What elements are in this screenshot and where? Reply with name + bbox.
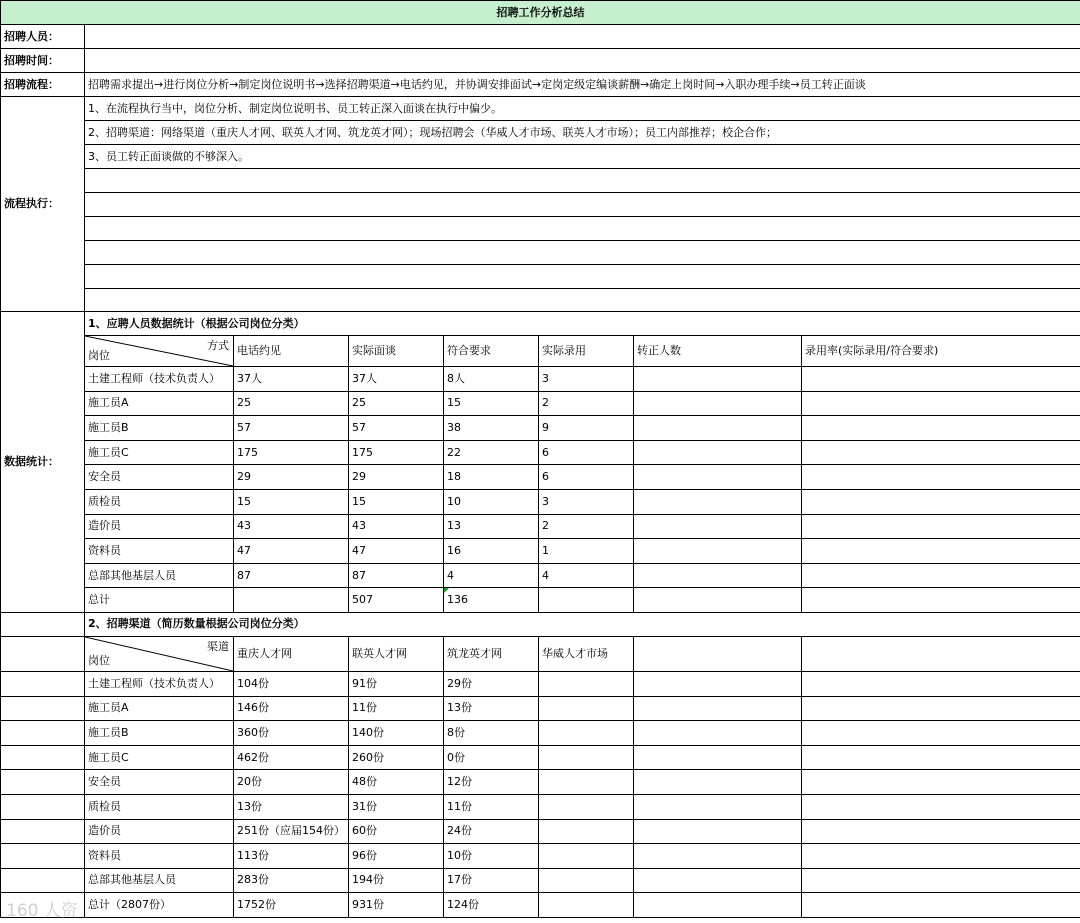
data-cell[interactable]	[634, 539, 802, 564]
data-cell[interactable]: 9	[539, 416, 634, 441]
data-cell[interactable]	[634, 416, 802, 441]
data-cell[interactable]	[802, 696, 1080, 721]
stats-label-spacer	[1, 636, 85, 671]
data-cell[interactable]: 43	[234, 514, 349, 539]
data-cell[interactable]: 18	[444, 465, 539, 490]
row-position-cell[interactable]: 总计	[85, 588, 234, 613]
row-position-cell[interactable]: 资料员	[85, 844, 234, 869]
data-cell[interactable]: 10	[444, 489, 539, 514]
table-row	[1, 367, 1080, 392]
stats-label: 数据统计：	[1, 312, 85, 613]
corner-top-label: 方式	[207, 339, 229, 352]
data-cell[interactable]: 57	[234, 416, 349, 441]
corner-top-label: 渠道	[207, 639, 229, 653]
data-cell[interactable]: 124份	[444, 893, 539, 918]
data-cell[interactable]: 38	[444, 416, 539, 441]
column-header: 符合要求	[444, 336, 539, 367]
data-cell[interactable]: 10份	[444, 844, 539, 869]
stats-label-spacer	[1, 721, 85, 746]
data-cell[interactable]	[802, 794, 1080, 819]
data-cell[interactable]	[802, 465, 1080, 490]
data-cell[interactable]: 87	[234, 563, 349, 588]
data-cell[interactable]: 57	[349, 416, 444, 441]
data-cell[interactable]: 104份	[234, 671, 349, 696]
data-cell[interactable]	[634, 868, 802, 893]
data-cell[interactable]: 931份	[349, 893, 444, 918]
data-cell[interactable]: 3	[539, 367, 634, 392]
table-row	[1, 868, 1080, 893]
data-cell[interactable]	[802, 893, 1080, 918]
data-cell[interactable]	[802, 514, 1080, 539]
stats-label-spacer	[1, 844, 85, 869]
data-cell[interactable]: 29	[349, 465, 444, 490]
data-cell[interactable]: 37人	[349, 367, 444, 392]
column-header: 实际面谈	[349, 336, 444, 367]
data-cell[interactable]	[634, 563, 802, 588]
corner-bottom-label: 岗位	[88, 653, 110, 667]
data-cell[interactable]: 11份	[349, 696, 444, 721]
data-cell[interactable]	[802, 819, 1080, 844]
column-header: 联英人才网	[349, 636, 444, 671]
data-cell[interactable]: 13份	[234, 794, 349, 819]
data-cell[interactable]	[634, 745, 802, 770]
data-cell[interactable]: 4	[444, 563, 539, 588]
data-cell[interactable]: 91份	[349, 671, 444, 696]
section1-title: 1、应聘人员数据统计（根据公司岗位分类）	[85, 312, 1080, 336]
data-cell[interactable]	[802, 416, 1080, 441]
data-cell[interactable]	[634, 893, 802, 918]
data-cell[interactable]: 462份	[234, 745, 349, 770]
data-cell[interactable]	[539, 819, 634, 844]
data-cell[interactable]: 96份	[349, 844, 444, 869]
data-cell[interactable]	[634, 721, 802, 746]
stats-label-spacer	[1, 868, 85, 893]
recruiter-value[interactable]	[85, 25, 1080, 49]
data-cell[interactable]	[802, 391, 1080, 416]
table-row	[1, 588, 1080, 613]
table-row	[1, 563, 1080, 588]
data-cell[interactable]: 43	[349, 514, 444, 539]
data-cell[interactable]: 25	[234, 391, 349, 416]
section2-corner-header	[85, 636, 234, 671]
stats-label-spacer	[1, 745, 85, 770]
row-position-cell[interactable]: 安全员	[85, 465, 234, 490]
data-cell[interactable]: 16	[444, 539, 539, 564]
data-cell[interactable]: 11份	[444, 794, 539, 819]
column-header: 实际录用	[539, 336, 634, 367]
table-row	[1, 391, 1080, 416]
data-cell[interactable]: 2	[539, 514, 634, 539]
execution-line[interactable]	[85, 193, 1080, 217]
row-position-cell[interactable]: 总计（2807份）	[85, 893, 234, 918]
data-cell[interactable]	[539, 696, 634, 721]
table-row	[1, 671, 1080, 696]
data-cell[interactable]: 0份	[444, 745, 539, 770]
data-cell[interactable]: 29	[234, 465, 349, 490]
data-cell[interactable]: 3	[539, 489, 634, 514]
execution-line[interactable]	[85, 169, 1080, 193]
row-position-cell[interactable]: 施工员A	[85, 696, 234, 721]
data-cell[interactable]: 8份	[444, 721, 539, 746]
data-cell[interactable]	[634, 367, 802, 392]
data-cell[interactable]	[802, 440, 1080, 465]
data-cell[interactable]	[539, 770, 634, 795]
data-cell[interactable]: 4	[539, 563, 634, 588]
table-row	[1, 770, 1080, 795]
watermark-text: 160 人资	[6, 901, 78, 921]
data-cell[interactable]	[802, 671, 1080, 696]
data-cell[interactable]	[634, 770, 802, 795]
data-cell[interactable]: 6	[539, 440, 634, 465]
stats-label-spacer	[1, 696, 85, 721]
data-cell[interactable]: 22	[444, 440, 539, 465]
data-cell[interactable]	[802, 563, 1080, 588]
data-cell[interactable]: 60份	[349, 819, 444, 844]
stats-label-spacer	[1, 794, 85, 819]
data-cell[interactable]: 251份（应届154份）	[234, 819, 349, 844]
data-cell[interactable]: 37人	[234, 367, 349, 392]
column-header: 华威人才市场	[539, 636, 634, 671]
data-cell[interactable]	[802, 770, 1080, 795]
data-cell[interactable]	[634, 844, 802, 869]
row-position-cell[interactable]: 总部其他基层人员	[85, 563, 234, 588]
row-position-cell[interactable]: 施工员B	[85, 721, 234, 746]
stats-label-spacer	[1, 671, 85, 696]
column-header: 转正人数	[634, 336, 802, 367]
execution-line[interactable]	[85, 289, 1080, 312]
table-row	[1, 416, 1080, 441]
section1-corner-header	[85, 336, 234, 367]
data-cell[interactable]	[634, 696, 802, 721]
process-value[interactable]: 招聘需求提出→进行岗位分析→制定岗位说明书→选择招聘渠道→电话约见，并协调安排面试→定岗定级定编谈薪酬→确定上岗时间→入职办理手续→员工转正面谈	[85, 73, 1080, 97]
stats-label-spacer	[1, 770, 85, 795]
data-cell[interactable]: 140份	[349, 721, 444, 746]
data-cell[interactable]	[539, 745, 634, 770]
data-cell[interactable]	[634, 465, 802, 490]
data-cell[interactable]	[802, 539, 1080, 564]
data-cell[interactable]: 146份	[234, 696, 349, 721]
data-cell[interactable]: 6	[539, 465, 634, 490]
data-cell[interactable]	[634, 489, 802, 514]
data-cell[interactable]: 17份	[444, 868, 539, 893]
data-cell[interactable]	[539, 893, 634, 918]
data-cell[interactable]: 360份	[234, 721, 349, 746]
row-position-cell[interactable]: 施工员C	[85, 440, 234, 465]
data-cell[interactable]	[634, 391, 802, 416]
table-row	[1, 465, 1080, 490]
data-cell[interactable]: 175	[234, 440, 349, 465]
table-row	[1, 489, 1080, 514]
row-position-cell[interactable]: 土建工程师（技术负责人）	[85, 671, 234, 696]
data-cell[interactable]	[634, 514, 802, 539]
data-cell[interactable]: 113份	[234, 844, 349, 869]
data-cell[interactable]: 507	[349, 588, 444, 613]
table-row	[1, 745, 1080, 770]
data-cell[interactable]: 2	[539, 391, 634, 416]
table-row	[1, 514, 1080, 539]
table-row	[1, 539, 1080, 564]
data-cell[interactable]: 136	[444, 588, 539, 613]
data-cell[interactable]: 25	[349, 391, 444, 416]
data-cell[interactable]	[634, 794, 802, 819]
data-cell[interactable]	[539, 721, 634, 746]
data-cell[interactable]	[802, 844, 1080, 869]
column-header: 电话约见	[234, 336, 349, 367]
execution-line[interactable]: 1、在流程执行当中，岗位分析、制定岗位说明书、员工转正深入面谈在执行中偏少。	[85, 97, 1080, 121]
data-cell[interactable]: 260份	[349, 745, 444, 770]
data-cell[interactable]	[539, 671, 634, 696]
stats-label-spacer	[1, 612, 85, 636]
row-position-cell[interactable]: 资料员	[85, 539, 234, 564]
data-cell[interactable]: 87	[349, 563, 444, 588]
data-cell[interactable]: 175	[349, 440, 444, 465]
column-header: 重庆人才网	[234, 636, 349, 671]
data-cell[interactable]: 1	[539, 539, 634, 564]
data-cell[interactable]	[634, 819, 802, 844]
data-cell[interactable]	[802, 367, 1080, 392]
table-row	[1, 440, 1080, 465]
data-cell[interactable]	[539, 868, 634, 893]
execution-line[interactable]	[85, 265, 1080, 289]
data-cell[interactable]	[539, 588, 634, 613]
execution-line[interactable]: 3、员工转正面谈做的不够深入。	[85, 145, 1080, 169]
execution-line[interactable]	[85, 241, 1080, 265]
table-row	[1, 819, 1080, 844]
data-cell[interactable]: 194份	[349, 868, 444, 893]
data-cell[interactable]: 48份	[349, 770, 444, 795]
execution-line[interactable]: 2、招聘渠道：网络渠道（重庆人才网、联英人才网、筑龙英才网）；现场招聘会（华威人才市场、联英人才市场）；员工内部推荐；校企合作；	[85, 121, 1080, 145]
data-cell[interactable]	[802, 745, 1080, 770]
execution-line[interactable]	[85, 217, 1080, 241]
data-cell[interactable]: 13份	[444, 696, 539, 721]
column-header: 筑龙英才网	[444, 636, 539, 671]
process-label: 招聘流程：	[1, 73, 85, 97]
corner-bottom-label: 岗位	[88, 349, 110, 362]
section2-title: 2、招聘渠道（简历数量根据公司岗位分类）	[85, 612, 1080, 636]
data-cell[interactable]: 8人	[444, 367, 539, 392]
row-position-cell[interactable]: 总部其他基层人员	[85, 868, 234, 893]
data-cell[interactable]: 15	[349, 489, 444, 514]
recruiter-label: 招聘人员：	[1, 25, 85, 49]
data-cell[interactable]: 24份	[444, 819, 539, 844]
data-cell[interactable]: 15	[444, 391, 539, 416]
row-position-cell[interactable]: 造价员	[85, 514, 234, 539]
column-header: 录用率(实际录用/符合要求)	[802, 336, 1080, 367]
data-cell[interactable]	[802, 868, 1080, 893]
row-position-cell[interactable]: 质检员	[85, 794, 234, 819]
sheet-title: 招聘工作分析总结	[1, 1, 1080, 25]
data-cell[interactable]	[802, 489, 1080, 514]
data-cell[interactable]: 12份	[444, 770, 539, 795]
table-row	[1, 844, 1080, 869]
row-position-cell[interactable]: 造价员	[85, 819, 234, 844]
data-cell[interactable]	[634, 440, 802, 465]
data-cell[interactable]: 15	[234, 489, 349, 514]
data-cell[interactable]: 283份	[234, 868, 349, 893]
data-cell[interactable]: 29份	[444, 671, 539, 696]
row-position-cell[interactable]: 安全员	[85, 770, 234, 795]
table-row	[1, 893, 1080, 918]
row-position-cell[interactable]: 施工员C	[85, 745, 234, 770]
row-position-cell[interactable]: 施工员A	[85, 391, 234, 416]
time-value[interactable]	[85, 49, 1080, 73]
data-cell[interactable]: 31份	[349, 794, 444, 819]
row-position-cell[interactable]: 土建工程师（技术负责人）	[85, 367, 234, 392]
data-cell[interactable]	[634, 671, 802, 696]
table-row	[1, 696, 1080, 721]
data-cell[interactable]	[539, 794, 634, 819]
column-header	[634, 636, 802, 671]
data-cell[interactable]	[802, 588, 1080, 613]
data-cell[interactable]: 20份	[234, 770, 349, 795]
data-cell[interactable]	[802, 721, 1080, 746]
execution-label: 流程执行：	[1, 97, 85, 312]
data-cell[interactable]	[634, 588, 802, 613]
data-cell[interactable]: 47	[349, 539, 444, 564]
row-position-cell[interactable]: 施工员B	[85, 416, 234, 441]
data-cell[interactable]	[234, 588, 349, 613]
table-row	[1, 721, 1080, 746]
data-cell[interactable]: 1752份	[234, 893, 349, 918]
data-cell[interactable]	[539, 844, 634, 869]
column-header	[802, 636, 1080, 671]
stats-label-spacer	[1, 893, 85, 918]
time-label: 招聘时间：	[1, 49, 85, 73]
data-cell[interactable]: 47	[234, 539, 349, 564]
data-cell[interactable]: 13	[444, 514, 539, 539]
stats-label-spacer	[1, 819, 85, 844]
table-row	[1, 794, 1080, 819]
row-position-cell[interactable]: 质检员	[85, 489, 234, 514]
